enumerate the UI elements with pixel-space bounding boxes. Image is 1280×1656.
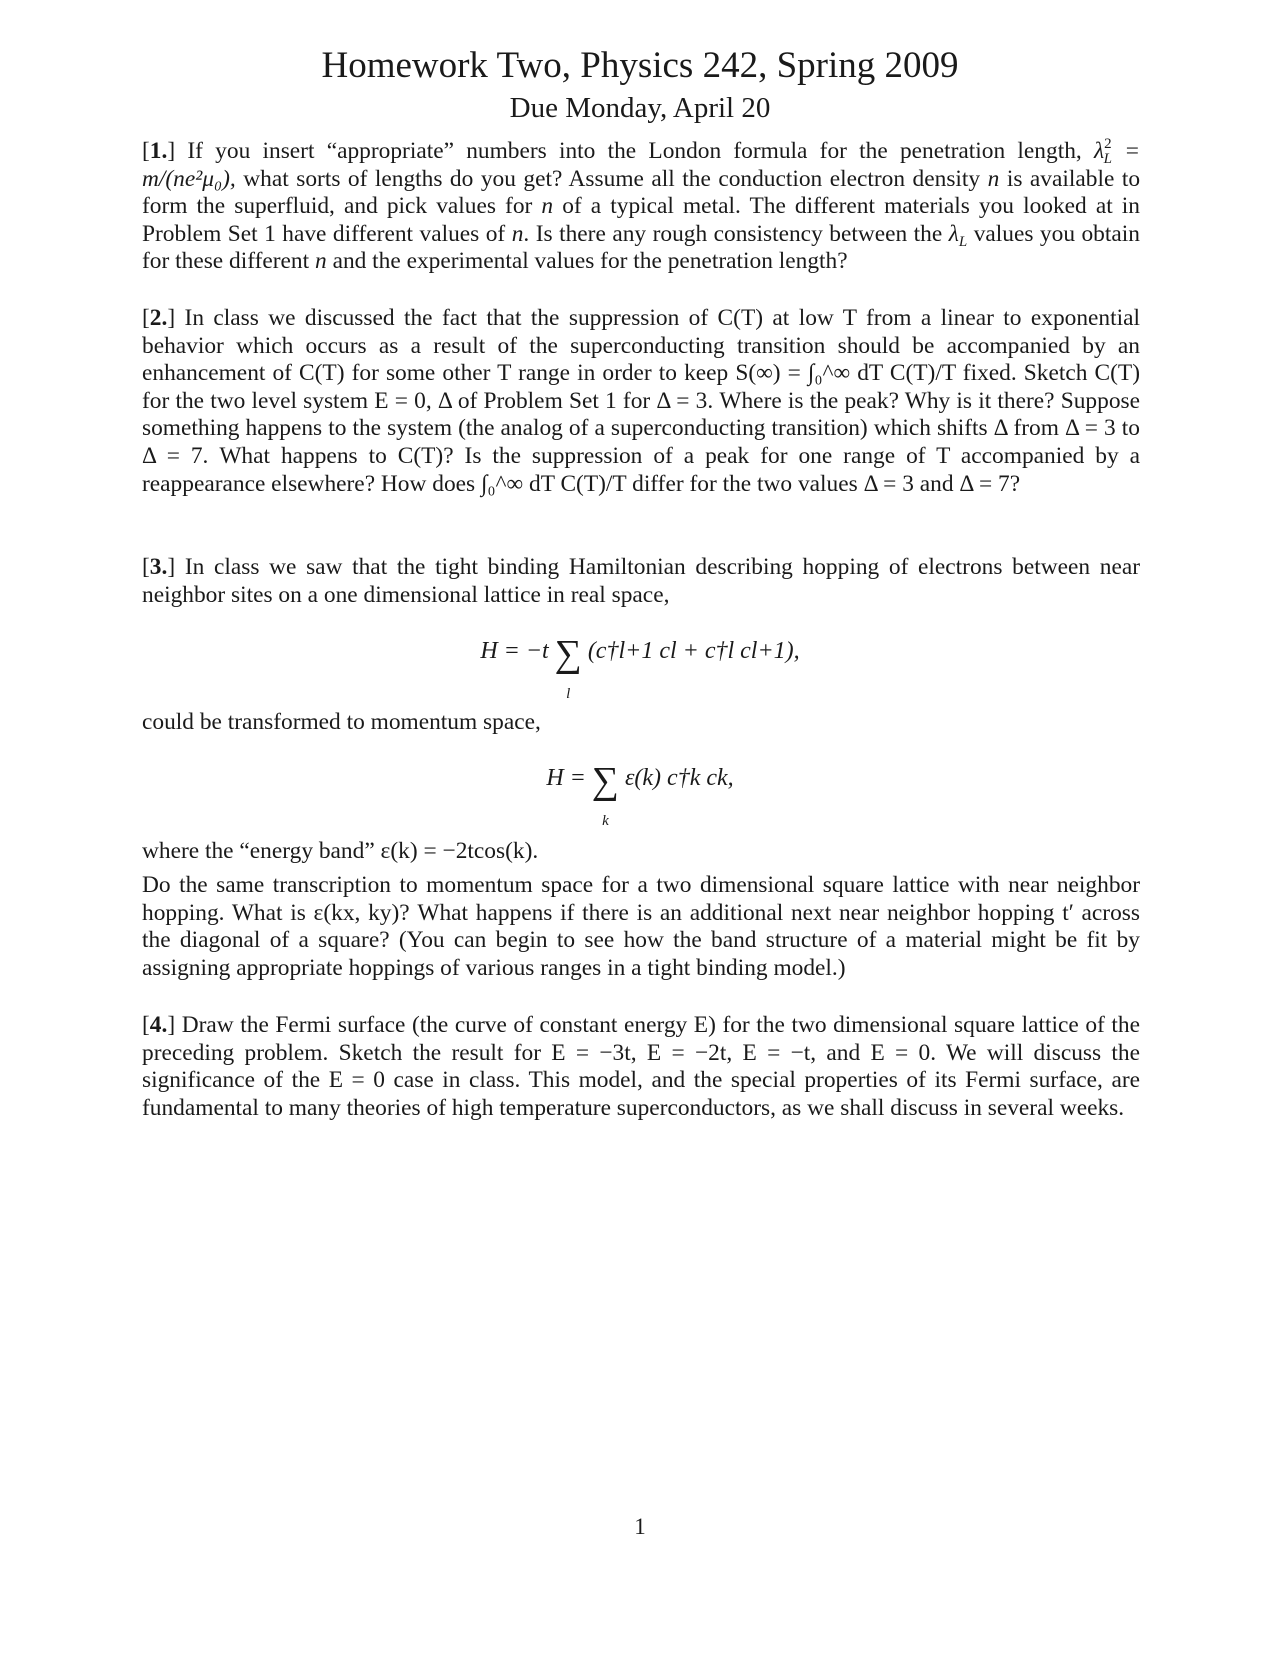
page-number: 1 [634, 1514, 646, 1539]
london-formula: = m/(ne²μ₀), [142, 138, 1140, 192]
problem-3-intro: In class we saw that the tight binding Hamiltonian describing hopping of electrons between near neighbor sites on a one dimensional lattice in real space, [142, 554, 1140, 608]
problem-1-text-c: of a typical metal. The different materials you looked at in Problem Set 1 have different values of [142, 193, 1140, 247]
problem-4: [4.] Draw the Fermi surface (the curve of constant energy E) for the two dimensional square lattice of the preceding problem. Sketch the result for E = −3t, E = −2t, E = −t, and E = 0. We will discuss the significance of the E = 0 case in class. This model, and the special properties of its Fermi surface, are fundamental to many theories of high temperature superconductors, as we shall discuss in several weeks. [142, 1012, 1140, 1121]
equation-2-lhs: H = [546, 765, 586, 791]
equation-momentum-space [0, 760, 1280, 829]
problem-1: [1.] If you insert “appropriate” numbers into the London formula for the penetration length, $\lambda^2_L = m/(ne^2\mu_0)$, what sorts of lengths do you get? Assume all the conduction electron density n is available to form the superfluid, and pick values for n of a typical metal. The different materials you looked at in Problem Set 1 have different values of n. Is there any rough consistency between the $\lambda_L$ values you obtain for these different n and the experimental values for the penetration length? [142, 136, 1141, 275]
equation-1-body: (c†l+1 cl + c†l cl+1), [587, 638, 800, 664]
problem-2-number: 2. [149, 305, 168, 331]
problem-3-mid: could be transformed to momentum space, [142, 709, 541, 735]
problem-1-text-a: what sorts of lengths do you get? Assume all the conduction electron density [243, 165, 981, 192]
problem-3-task: Do the same transcription to momentum space for a two dimensional square lattice with near neighbor hopping. What is ε(kx, ky)? What happens if there is an additional next near neighbor hopping t′ across the diagonal of a square? (You can begin to see how the band structure of a material might be fit by assigning appropriate hoppings of various ranges in a tight binding model.) [142, 872, 1140, 981]
equation-1-lhs: H = −t [480, 638, 549, 664]
due-date: Due Monday, April 20 [509, 92, 771, 124]
problem-1-text-e: values you obtain for these different [142, 220, 1140, 275]
problem-1-text-b: is available to form the superfluid, and pick values for [142, 165, 1141, 220]
equation-real-space [0, 633, 1280, 702]
summation-index: l [566, 686, 571, 702]
problem-2: [2.] In class we discussed the fact that the suppression of C(T) at low T from a linear to exponential behavior which occurs as a result of the superconducting transition should be accompanied by an enhancement of C(T) for some other T range in order to keep S(∞) = ∫₀^∞ dT C(T)/T fixed. Sketch C(T) for the two level system E = 0, Δ of Problem Set 1 for Δ = 3. Where is the peak? Why is it there? Suppose something happens to the system (the analog of a superconducting transition) which shifts Δ from Δ = 3 to Δ = 7. What happens to C(T)? Is the suppression of a peak for one range of T accompanied by a reappearance elsewhere? How does ∫₀^∞ dT C(T)/T differ for the two values Δ = 3 and Δ = 7? [142, 305, 1140, 497]
equation-2-body: ε(k) c†k ck, [624, 765, 734, 791]
summation-index: k [602, 813, 609, 829]
summation-symbol: ∑ k [592, 766, 619, 796]
problem-3-band: where the “energy band” ε(k) = −2tcos(k). [142, 838, 539, 864]
problem-4-number: 4. [149, 1012, 168, 1038]
problem-3-number: 3. [149, 554, 168, 580]
problem-1-lead: If you insert “appropriate” numbers into the London formula for the penetration length, [187, 138, 1082, 164]
problem-2-text: In class we discussed the fact that the suppression of C(T) at low T from a linear to exponential behavior which occurs as a result of the superconducting transition should be accompanied by an enhancement of C(T) for some other T range in order to keep S(∞) = ∫₀^∞ dT C(T)/T fixed. Sketch C(T) for the two level system E = 0, Δ of Problem Set 1 for Δ = 3. Where is the peak? Why is it there? Suppose something happens to the system (the analog of a superconducting transition) which shifts Δ from Δ = 3 to Δ = 7. What happens to C(T)? Is the suppression of a peak for one range of T accompanied by a reappearance elsewhere? How does ∫₀^∞ dT C(T)/T differ for the two values Δ = 3 and Δ = 7? [142, 305, 1140, 497]
problem-4-text: Draw the Fermi surface (the curve of constant energy E) for the two dimensional square lattice of the preceding problem. Sketch the result for E = −3t, E = −2t, E = −t, and E = 0. We will discuss the significance of the E = 0 case in class. This model, and the special properties of its Fermi surface, are fundamental to many theories of high temperature superconductors, as we shall discuss in several weeks. [142, 1012, 1140, 1121]
summation-symbol: ∑ l [555, 639, 582, 669]
lambda-symbol: λ [1093, 138, 1105, 164]
problem-1-text-f: and the experimental values for the penetration length? [332, 248, 848, 275]
page-title: Homework Two, Physics 242, Spring 2009 [321, 45, 959, 86]
problem-1-number: 1. [149, 138, 168, 164]
problem-3: [3.] In class we saw that the tight binding Hamiltonian describing hopping of electrons between near neighbor sites on a one dimensional lattice in real space, [142, 554, 1140, 608]
problem-1-text-d: . Is there any rough consistency between the [523, 220, 943, 247]
